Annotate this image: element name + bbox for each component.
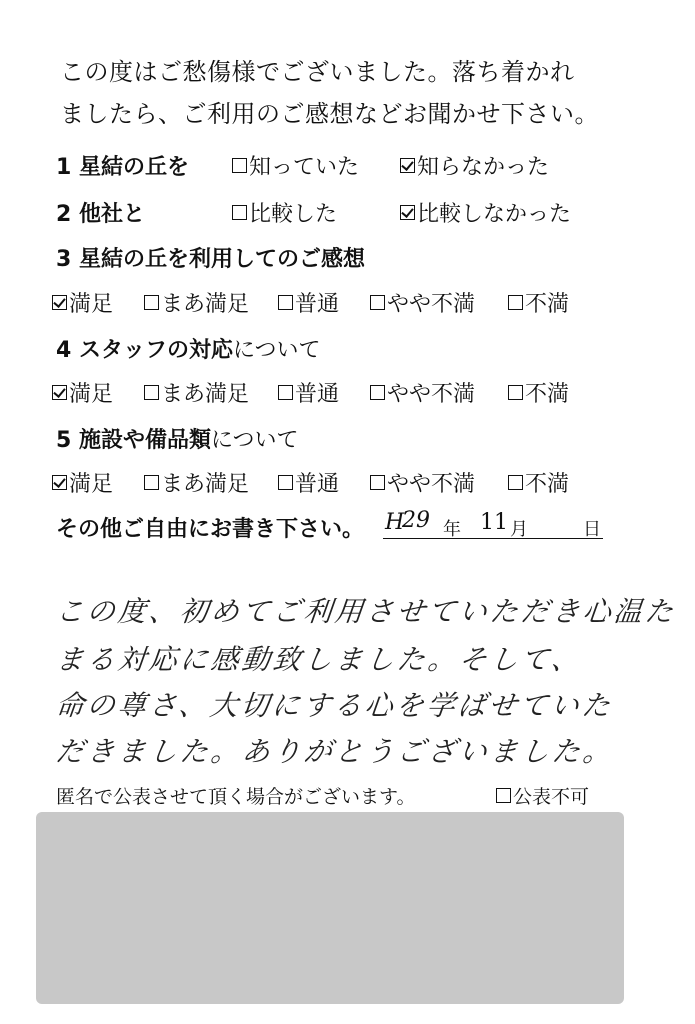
- rating-neutral[interactable]: [278, 377, 339, 408]
- rating-dissatisfied[interactable]: [508, 287, 569, 318]
- rating-label: やや不満: [387, 472, 476, 497]
- handwritten-comment-line-4: だきました。ありがとうございました。: [54, 735, 616, 768]
- intro-line-1: この度はご愁傷様でございました。落ち着かれ: [60, 58, 575, 86]
- rating-somewhat-dissatisfied[interactable]: [370, 467, 475, 498]
- checked-checkbox-icon[interactable]: [400, 205, 415, 220]
- date-year[interactable]: 29: [402, 508, 430, 533]
- intro-line-2: ましたら、ご利用のご感想などお聞かせ下さい。: [60, 100, 599, 128]
- question-4-label-rest: について: [232, 338, 321, 363]
- date-month-unit: 月: [510, 519, 528, 540]
- rating-satisfied[interactable]: [52, 467, 113, 498]
- checkbox-icon[interactable]: [278, 295, 293, 310]
- redacted-area: [36, 812, 624, 1004]
- checkbox-icon[interactable]: [370, 295, 385, 310]
- checkbox-icon[interactable]: [370, 385, 385, 400]
- other-comments-label: その他ご自由にお書き下さい。: [56, 517, 365, 542]
- checkbox-icon[interactable]: [496, 788, 511, 803]
- checkbox-icon[interactable]: [144, 385, 159, 400]
- rating-label: まあ満足: [161, 292, 250, 317]
- question-1-label: 1 星結の丘を: [56, 155, 189, 180]
- no-publication-option[interactable]: [496, 782, 589, 809]
- checked-checkbox-icon[interactable]: [52, 475, 67, 490]
- rating-label: やや不満: [387, 382, 476, 407]
- date-month[interactable]: 11: [480, 510, 508, 535]
- checkbox-icon[interactable]: [508, 385, 523, 400]
- question-3-label: 3 星結の丘を利用してのご感想: [56, 247, 365, 272]
- rating-label: 普通: [295, 292, 340, 317]
- date-underline: [383, 538, 603, 539]
- checkbox-icon[interactable]: [232, 158, 247, 173]
- checkbox-icon[interactable]: [370, 475, 385, 490]
- checkbox-icon[interactable]: [278, 385, 293, 400]
- rating-dissatisfied[interactable]: [508, 377, 569, 408]
- rating-label: 満足: [69, 472, 114, 497]
- rating-label: 普通: [295, 472, 340, 497]
- date-year-unit: 年: [443, 519, 461, 540]
- rating-dissatisfied[interactable]: [508, 467, 569, 498]
- question-5-label: [56, 423, 299, 454]
- q2-option-compared-label: 比較した: [249, 202, 338, 227]
- question-5-label-bold: 5 施設や備品類: [56, 428, 211, 453]
- checked-checkbox-icon[interactable]: [52, 385, 67, 400]
- checked-checkbox-icon[interactable]: [400, 158, 415, 173]
- rating-satisfied[interactable]: [52, 287, 113, 318]
- checked-checkbox-icon[interactable]: [52, 295, 67, 310]
- checkbox-icon[interactable]: [232, 205, 247, 220]
- checkbox-icon[interactable]: [144, 295, 159, 310]
- rating-somewhat-dissatisfied[interactable]: [370, 377, 475, 408]
- q1-option-knew-label: 知っていた: [249, 155, 360, 180]
- question-4-label-bold: 4 スタッフの対応: [56, 338, 233, 363]
- rating-somewhat-dissatisfied[interactable]: [370, 287, 475, 318]
- q2-option-not-compared-label: 比較しなかった: [417, 202, 572, 227]
- rating-neutral[interactable]: [278, 287, 339, 318]
- rating-somewhat-satisfied[interactable]: [144, 467, 249, 498]
- handwritten-comment-line-1: この度、初めてご利用させていただき心温た: [54, 595, 678, 628]
- q2-option-compared[interactable]: [232, 197, 337, 228]
- q1-option-did-not-know[interactable]: [400, 150, 549, 181]
- q1-option-knew[interactable]: [232, 150, 359, 181]
- rating-label: まあ満足: [161, 382, 250, 407]
- rating-label: やや不満: [387, 292, 476, 317]
- rating-label: 満足: [69, 382, 114, 407]
- rating-label: まあ満足: [161, 472, 250, 497]
- checkbox-icon[interactable]: [508, 295, 523, 310]
- rating-label: 不満: [525, 382, 570, 407]
- rating-satisfied[interactable]: [52, 377, 113, 408]
- rating-label: 不満: [525, 292, 570, 317]
- no-publication-label: 公表不可: [513, 786, 590, 808]
- rating-somewhat-satisfied[interactable]: [144, 287, 249, 318]
- date-era[interactable]: H: [385, 510, 405, 535]
- rating-somewhat-satisfied[interactable]: [144, 377, 249, 408]
- checkbox-icon[interactable]: [508, 475, 523, 490]
- handwritten-comment-line-2: まる対応に感動致しました。そして、: [54, 643, 585, 676]
- question-4-label: [56, 333, 321, 364]
- q1-option-did-not-know-label: 知らなかった: [417, 155, 550, 180]
- question-5-label-rest: について: [210, 428, 299, 453]
- rating-neutral[interactable]: [278, 467, 339, 498]
- publication-notice: 匿名で公表させて頂く場合がございます。: [56, 786, 416, 808]
- rating-label: 普通: [295, 382, 340, 407]
- date-day-unit: 日: [583, 519, 601, 540]
- handwritten-comment-line-3: 命の尊さ、大切にする心を学ばせていた: [54, 689, 615, 722]
- checkbox-icon[interactable]: [144, 475, 159, 490]
- rating-label: 満足: [69, 292, 114, 317]
- q2-option-not-compared[interactable]: [400, 197, 571, 228]
- rating-label: 不満: [525, 472, 570, 497]
- question-2-label: 2 他社と: [56, 202, 145, 227]
- checkbox-icon[interactable]: [278, 475, 293, 490]
